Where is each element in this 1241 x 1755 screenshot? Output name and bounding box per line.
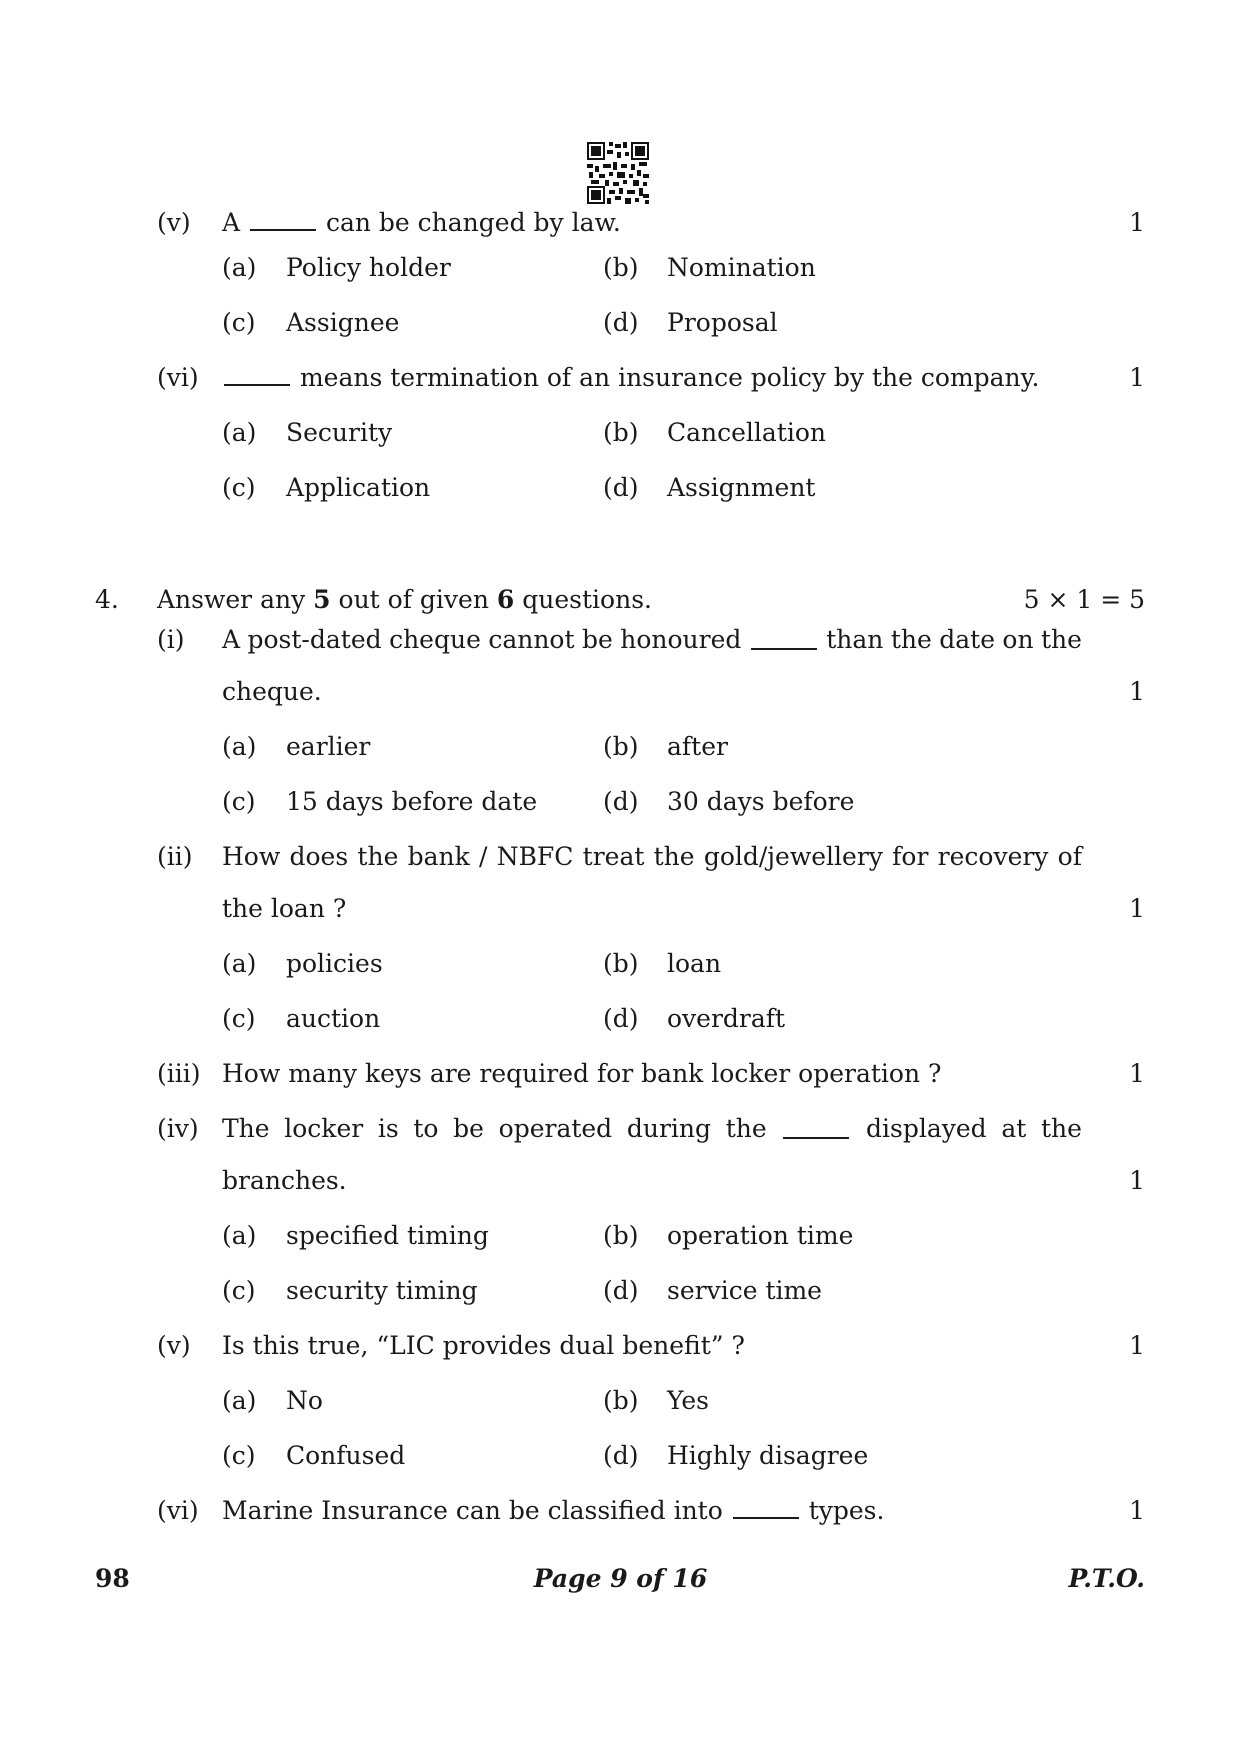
option-text: specified timing [286, 1221, 489, 1250]
option-text: Application [286, 473, 431, 502]
qr-code [587, 142, 649, 204]
option-label: (a) [222, 418, 257, 447]
paper-code: 98 [95, 1564, 130, 1593]
option-label: (a) [222, 253, 257, 282]
option-label: (b) [603, 949, 639, 978]
option-text: after [667, 732, 728, 761]
option-text: No [286, 1386, 323, 1415]
option-text: 30 days before [667, 787, 855, 816]
option-label: (c) [222, 473, 256, 502]
section-marks: 5 × 1 = 5 [1023, 585, 1145, 614]
question-text-continued: branches. [222, 1166, 347, 1195]
question-text: means termination of an insurance policy by the company. [222, 363, 1039, 392]
pto-label: P.T.O. [1068, 1564, 1145, 1593]
option-label: (d) [603, 1276, 639, 1305]
option-label: (d) [603, 1441, 639, 1470]
option-label: (c) [222, 1441, 256, 1470]
option-label: (b) [603, 1221, 639, 1250]
question-text: A can be changed by law. [222, 208, 621, 237]
question-text: The locker is to be operated during the displayed at the [222, 1114, 1082, 1143]
page-number: Page 9 of 16 [533, 1564, 708, 1593]
question-text-continued: cheque. [222, 677, 322, 706]
question-text-continued: the loan ? [222, 894, 347, 923]
answer-blank [224, 383, 290, 386]
question-number: (i) [157, 625, 185, 654]
answer-blank [751, 647, 817, 650]
option-label: (c) [222, 308, 256, 337]
option-label: (a) [222, 1221, 257, 1250]
question-text: A post-dated cheque cannot be honoured than the date on the [222, 625, 1082, 654]
option-label: (d) [603, 308, 639, 337]
question-text: Marine Insurance can be classified into types. [222, 1496, 885, 1525]
answer-blank [783, 1136, 849, 1139]
option-text: Security [286, 418, 393, 447]
option-label: (b) [603, 253, 639, 282]
option-label: (c) [222, 787, 256, 816]
option-text: security timing [286, 1276, 478, 1305]
question-mark: 1 [1129, 1496, 1145, 1525]
option-text: Nomination [667, 253, 816, 282]
option-text: auction [286, 1004, 381, 1033]
option-text: service time [667, 1276, 822, 1305]
question-number: (vi) [157, 1496, 199, 1525]
question-mark: 1 [1129, 208, 1145, 237]
question-mark: 1 [1129, 1166, 1145, 1195]
option-label: (a) [222, 949, 257, 978]
question-number: (iv) [157, 1114, 199, 1143]
option-label: (b) [603, 732, 639, 761]
answer-blank [250, 228, 316, 231]
option-label: (d) [603, 1004, 639, 1033]
option-text: Cancellation [667, 418, 827, 447]
option-label: (c) [222, 1276, 256, 1305]
option-text: Proposal [667, 308, 778, 337]
option-text: policies [286, 949, 383, 978]
question-mark: 1 [1129, 894, 1145, 923]
option-text: loan [667, 949, 722, 978]
question-mark: 1 [1129, 677, 1145, 706]
option-text: Assignment [667, 473, 816, 502]
option-label: (a) [222, 732, 257, 761]
question-number: (vi) [157, 363, 199, 392]
question-mark: 1 [1129, 1331, 1145, 1360]
question-number: 4. [95, 585, 119, 614]
question-mark: 1 [1129, 1059, 1145, 1088]
question-text: How many keys are required for bank locker operation ? [222, 1059, 942, 1088]
option-text: 15 days before date [286, 787, 538, 816]
option-text: operation time [667, 1221, 854, 1250]
option-label: (a) [222, 1386, 257, 1415]
option-text: Assignee [286, 308, 400, 337]
option-text: Confused [286, 1441, 406, 1470]
question-number: (iii) [157, 1059, 201, 1088]
question-text: Is this true, “LIC provides dual benefit” ? [222, 1331, 745, 1360]
question-text: How does the bank / NBFC treat the gold/jewellery for recovery of [222, 842, 1082, 871]
option-label: (c) [222, 1004, 256, 1033]
option-label: (b) [603, 1386, 639, 1415]
option-text: Yes [667, 1386, 709, 1415]
question-number: (ii) [157, 842, 193, 871]
option-label: (d) [603, 473, 639, 502]
option-text: Policy holder [286, 253, 451, 282]
option-text: Highly disagree [667, 1441, 869, 1470]
answer-blank [733, 1516, 799, 1519]
option-text: earlier [286, 732, 371, 761]
question-number: (v) [157, 208, 191, 237]
question-number: (v) [157, 1331, 191, 1360]
option-label: (d) [603, 787, 639, 816]
question-mark: 1 [1129, 363, 1145, 392]
option-text: overdraft [667, 1004, 786, 1033]
option-label: (b) [603, 418, 639, 447]
question-heading: Answer any 5 out of given 6 questions. [157, 585, 652, 614]
